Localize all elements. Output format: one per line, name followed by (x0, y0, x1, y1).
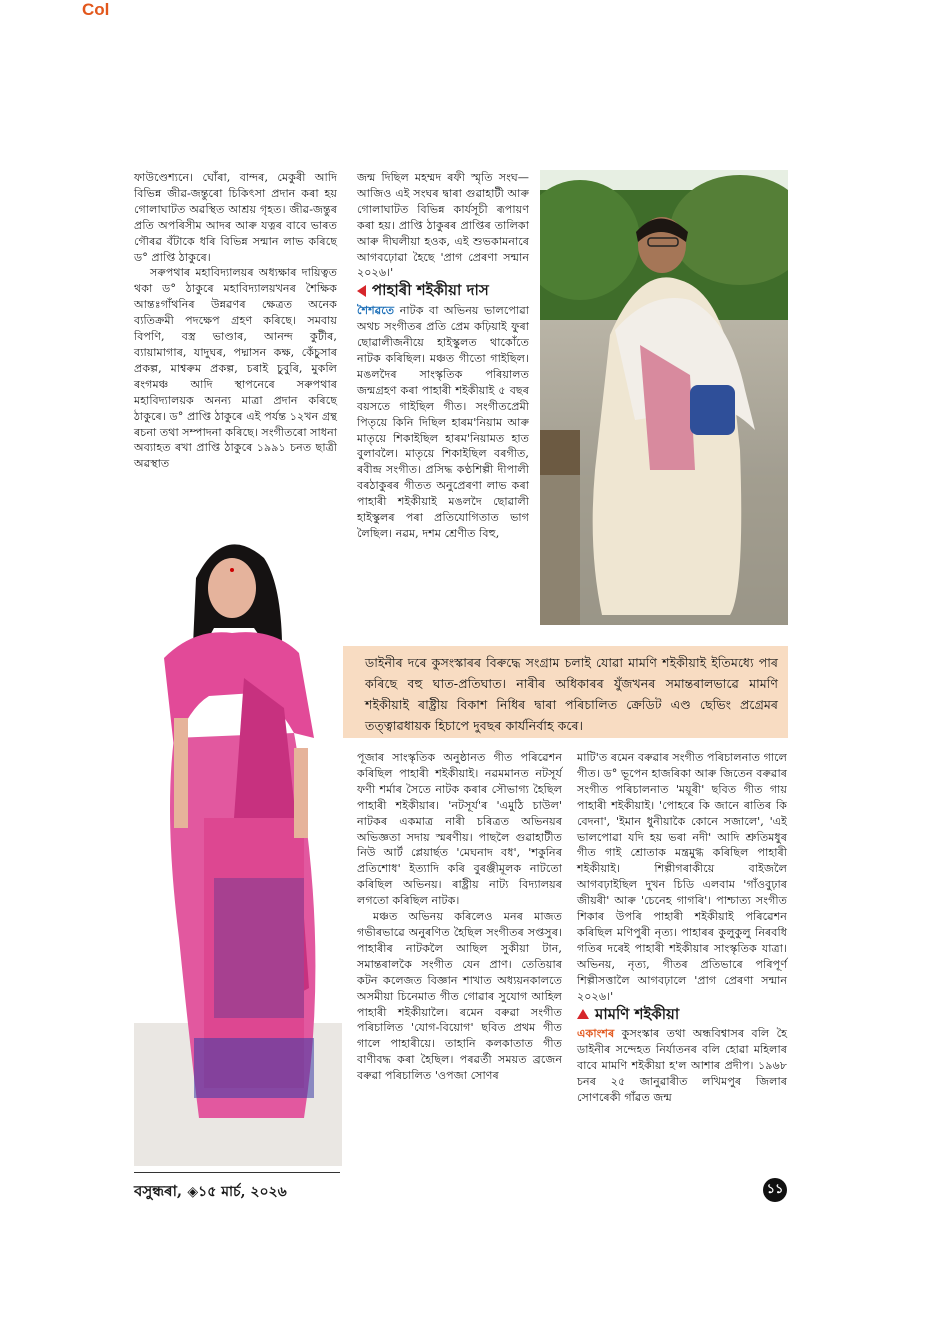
paragraph: মঞ্চত অভিনয় কৰিলেও মনৰ মাজত গভীৰভাৱে অনুৰণিত হৈছিল সংগীতৰ সপ্তসুৰ। পাহাৰীৰ নাটকলৈ আছিল সুকীয়া টান, সমান্তৰালকৈ সংগীত যেন প্ৰাণ। তেতিয়াৰ কটন কলেজত বিজ্ঞান শাখাত অধ্যয়নকালতে অসমীয়া চিনেমাত গীত গোৱাৰ সুযোগ আহিল পাহাৰী শইকীয়ালৈ। ৰমেন বৰুৱা সংগীত পৰিচালিত 'যোগ-বিয়োগ' ছবিত প্ৰথম গীত গালে পাহাৰীয়ে। তাহানি কলকাতাত গীত বাণীবদ্ধ কৰা হৈছিল। পৰৱৰ্তী সময়ত ব্ৰজেন বৰুৱা পৰিচালিত 'ওপজা সোণৰ (357, 910, 562, 1083)
triangle-marker-icon (577, 1009, 589, 1019)
portrait-illustration (134, 518, 342, 1166)
issue-date: ◈১৫ মাৰ্চ, ২০২৬ (187, 1184, 287, 1200)
lead-word: একাংশৰ (577, 1026, 615, 1041)
paragraph (357, 303, 529, 542)
column-middle-bottom (357, 750, 562, 1084)
lead-word: শৈশৱতে (357, 303, 395, 318)
photo-mamoni-saikia (134, 518, 342, 1166)
column-left-top (134, 170, 337, 472)
section-heading-mamoni (577, 1004, 787, 1023)
page-number: ১১ (763, 1178, 787, 1202)
paragraph: পূজাৰ সাংস্কৃতিক অনুষ্ঠানত গীত পৰিৱেশন কৰিছিল পাহাৰী শইকীয়াই। নৱমমানত নটসূৰ্য ফণী শৰ্মাৰ সৈতে নাটক কৰাৰ সৌভাগ্য হৈছিল পাহাৰী শইকীয়াৰ। 'নটসূৰ্য'ৰ 'এমুঠি চাউল' নাটকৰ একমাত্ৰ নাৰী চৰিত্ৰত অভিনয়ৰ অভিজ্ঞতা সদায় স্মৰণীয়। পাছলৈ গুৱাহাটীত নিউ আৰ্ট প্লেয়াৰ্ছত 'মেঘনাদ বধ', 'শকুনিৰ প্ৰতিশোধ' ইত্যাদি কৰি বুৰঞ্জীমূলক নাটতো কৰিছিল অভিনয়। ৰাষ্ট্ৰীয় নাট্য বিদ্যালয়ৰ লগতো কৰিছিল নাটক। (357, 751, 562, 908)
body-text: কুসংস্কাৰ তথা অন্ধবিশ্বাসৰ বলি হৈ ডাইনীৰ সন্দেহত নিৰ্যাতনৰ বলি হোৱা মহিলাৰ বাবে মামণি শইকীয়া হ'ল আশাৰ প্ৰদীপ। ১৯৬৮ চনৰ ২৫ জানুৱাৰীত লখিমপুৰ জিলাৰ সোণৰেকী গাঁৱত জন্ম (577, 1027, 787, 1105)
paragraph: মাটি'ত ৰমেন বৰুৱাৰ সংগীত পৰিচালনাত গালে গীত। ড° ভূপেন হাজৰিকা আৰু জিতেন বৰুৱাৰ সংগীত পৰিচালনাত 'ময়ূৰী' ছবিত গীত গায় পাহাৰী শইকীয়াই। 'পোহৰে কি জানে ৰাতিৰ কি বেদনা', 'ইমান ধুনীয়াকৈ কোনে সজালে', 'এই ভালপোৱা যদি হয় ভৰা নদী' আদি শ্ৰুতিমধুৰ গীত গাই শ্ৰোতাক মন্ত্ৰমুগ্ধ কৰিছিল পাহাৰী শইকীয়াই। শিল্পীগৰাকীয়ে বাইজলৈ আগবঢ়াইছিল দুখন চিডি এলবাম 'গাঁওবুঢ়াৰ জীয়ৰী' আৰু 'চেনেহ গাগৰি'। পাশ্চাত্য সংগীত শিকাৰ উপৰি পাহাৰী শইকীয়াই পৰিৱেশন কৰিছিল মণিপুৰী নৃত্য। পাহাৰৰ কুলুকুলু নিৰবধি গতিৰ দৰেই পাহাৰী শইকীয়াৰ সাংস্কৃতিক যাত্ৰা। অভিনয়, নৃত্য, গীতৰ প্ৰতিভাৰে পৰিপূৰ্ণ শিল্পীসত্তালৈ আগবঢ়ালে 'প্ৰাগ প্ৰেৰণা সন্মান ২০২৬।' (577, 751, 787, 1003)
heading-text: মামণি শইকীয়া (595, 1004, 680, 1023)
heading-text: পাহাৰী শইকীয়া দাস (372, 281, 489, 300)
section-heading-pahari (357, 283, 529, 299)
paragraph: জন্ম দিছিল মহম্মদ ৰফী স্মৃতি সংঘ— আজিও এই সংঘৰ দ্বাৰা গুৱাহাটী আৰু গোলাঘাটত বিভিন্ন কাৰ্যসূচী ৰূপায়ণ কৰা হয়। প্ৰাপ্তি ঠাকুৰৰ প্ৰাপ্তিৰ তালিকা আৰু দীঘলীয়া হওক, এই শুভকামনাৰে আগবঢ়োৱা হৈছে 'প্ৰাগ প্ৰেৰণা সন্মান ২০২৬।' (357, 171, 529, 280)
paragraph: ফাউণ্ডেশ্যনে। ঘোঁৰা, বান্দৰ, মেকুৰী আদি বিভিন্ন জীৱ-জন্তুৰো চিকিৎসা প্ৰদান কৰা হয় গোলাঘাটত অৱস্থিত আশ্ৰয় গৃহত। জীৱ-জন্তুৰ প্ৰতি অপৰিসীম আদৰ আৰু যত্নৰ বাবে ভাৰত গৌৰৱ বঁটাকে ধৰি বিভিন্ন সন্মান লাভ কৰিছে ড° প্ৰাপ্তি ঠাকুৰে। (134, 171, 337, 264)
column-middle-top (357, 170, 529, 542)
photo-pahari-saikia (540, 170, 788, 625)
paragraph (577, 1026, 787, 1106)
column-right-bottom (577, 750, 787, 1106)
portrait-illustration (540, 170, 788, 625)
magazine-name: বসুন্ধৰা, (134, 1182, 183, 1200)
triangle-marker-icon (357, 285, 366, 297)
footer-rule (134, 1172, 340, 1173)
body-text: নাটক বা অভিনয় ভালপোৱা অথচ সংগীতৰ প্ৰতি প্ৰেম কঢ়িয়াই ফুৰা ছোৱালীজনীয়ে হাইস্কুলত থাকোঁতে নাটক কৰিছিল। মঞ্চত গীতো গাইছিল। মঙলদৈৰ সাংস্কৃতিক পৰিয়ালত জন্মগ্ৰহণ কৰা পাহাৰী শইকীয়াই ৫ বছৰ বয়সতে গাইছিল গীত। সংগীতপ্ৰেমী পিতৃয়ে কিনি দিছিল হাৰম'নিয়াম আৰু মাতৃয়ে শিকাইছিল হাৰম'নিয়ামত হাত বুলাবলৈ। মাতৃয়ে শিকাইছিল বৰগীত, ৰবীন্দ্ৰ সংগীত। প্ৰসিদ্ধ কণ্ঠশিল্পী দীপালী বৰঠাকুৰৰ গীতত অনুপ্ৰেৰণা লাভ কৰা পাহাৰী শইকীয়াই মঙলদৈ ছোৱালী হাইস্কুলৰ পৰা প্ৰতিযোগিতাত ভাগ লৈছিল। নৱম, দশম শ্ৰেণীত বিহু, (357, 304, 529, 540)
pull-quote-callout: ডাইনীৰ দৰে কুসংস্কাৰৰ বিৰুদ্ধে সংগ্ৰাম চলাই যোৱা মামণি শইকীয়াই ইতিমধ্যে পাৰ কৰিছে বহু ঘাত-প্ৰতিঘাত। নাৰীৰ অধিকাৰৰ যুঁজখনৰ সমান্তৰালভাৱে মামণি শইকীয়াই ৰাষ্ট্ৰীয় বিকাশ নিধিৰ দ্বাৰা পৰিচালিত ক্ৰেডিট এণ্ড ছেভিং প্ৰগ্ৰেমৰ তত্ত্বাৱধায়ক হিচাপে দুবছৰ কাৰ্যনিৰ্বাহ কৰে। (343, 646, 788, 738)
corner-label: Col (82, 0, 110, 19)
paragraph: সৰুপথাৰ মহাবিদ্যালয়ৰ অধ্যক্ষাৰ দায়িত্বত থকা ড° ঠাকুৰে মহাবিদ্যালয়খনৰ শৈক্ষিক আন্তঃগাঁথনিৰ উন্নৱণৰ ক্ষেত্ৰত অনেক ব্যতিক্ৰমী পদক্ষেপ গ্ৰহণ কৰিছে। সমবায় বিপণি, বস্ত্ৰ ভাণ্ডাৰ, আনন্দ কুটীৰ, ব্যায়ামাগাৰ, যাদুঘৰ, পদ্মাসন কক্ষ, কেঁচুসাৰ প্ৰকল্প, মাশ্বৰুম প্ৰকল্প, চৰাই চুবুৰি, মুকলি ৰংগমঞ্চ আদি স্থাপনেৰে সৰুপথাৰ মহাবিদ্যালয়ক অনন্য মাত্ৰা প্ৰদান কৰিছে ঠাকুৰে। ড° প্ৰাপ্তি ঠাকুৰে এই পৰ্যন্ত ১২খন গ্ৰন্থ ৰচনা তথা সম্পাদনা কৰিছে। সংগীতৰো সাধনা অব্যাহত ৰখা প্ৰাপ্তি ঠাকুৰে ১৯৯১ চনত ছাত্ৰী অৱস্থাত (134, 266, 337, 471)
footer-masthead (134, 1180, 287, 1205)
